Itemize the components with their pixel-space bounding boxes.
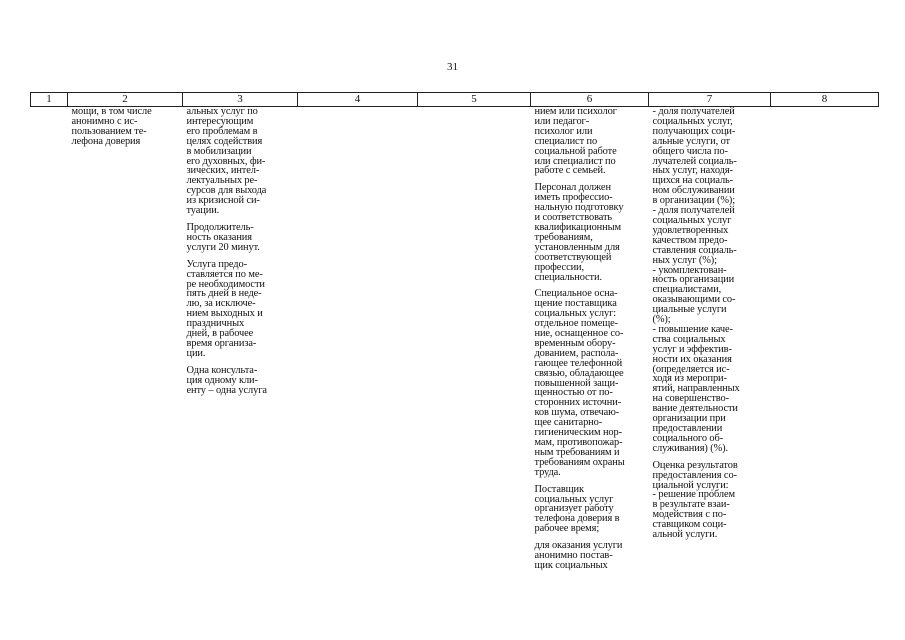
- cell-col-4: [298, 107, 418, 571]
- column-header-7: 7: [649, 93, 771, 107]
- column-header-4: 4: [298, 93, 418, 107]
- cell-col-7: [649, 107, 771, 571]
- cell-col-1: [31, 107, 68, 571]
- page-number: 31: [447, 61, 458, 73]
- service-unit-text: Одна консульта- ция одному кли- енту – одна услуга: [186, 364, 267, 396]
- table-row: [31, 107, 879, 571]
- cell-col-5: [418, 107, 531, 571]
- column-header-2: 2: [68, 93, 183, 107]
- column-header-1: 1: [31, 93, 68, 107]
- cell-col-3: [183, 107, 298, 571]
- column-header-3: 3: [183, 93, 298, 107]
- service-schedule-text: Услуга предо- ставляется по ме- ре необходимости пять дней в неде- лю, за исключе- нием выходных и праздничных дней, в рабочее время организа- ции.: [186, 258, 265, 359]
- quality-indicators-text: - доля получателей социальных услуг, получающих соци- альные услуги, от общего числа по- лучателей социаль- ных услуг, находя- щихся на социаль- ном обслуживании в организации (%); - доля получателей социальных услуг удовлетворенных качеством предо- ставления социаль- ных услуг (%); - укомплектован- ность организации специалистами, оказывающими со- циальные услуги (%); - повышение каче- ства социальных услуг и эффектив- ности их оказания (определяется ис- ходя из меропри- ятий, направленных на совершенство- вание деятельности организации при предоставлении социального об- служивания) (%).: [652, 106, 740, 454]
- column-header-8: 8: [771, 93, 879, 107]
- header-row: [31, 93, 879, 107]
- cell-col-2: [68, 107, 183, 571]
- cell-col-6: [531, 107, 649, 571]
- cell-col-8: [771, 107, 879, 571]
- service-duration-text: Продолжитель- ность оказания услуги 20 минут.: [186, 221, 260, 253]
- hotline-organization-text: Поставщик социальных услуг организует работу телефона доверия в рабочее время;: [534, 483, 620, 535]
- qualification-text: Персонал должен иметь профессио- нальную подготовку и соответствовать квалификационным требованиям, установленным для соответствующей профессии, специальности.: [534, 182, 624, 283]
- column-header-6: 6: [531, 93, 649, 107]
- results-evaluation-text: Оценка результатов предоставления со- циальной услуги: - решение проблем в результате взаи- модействия с по- ставщиком соци- альной услуги.: [652, 459, 738, 541]
- services-table: [30, 92, 879, 571]
- equipment-text: Специальное осна- щение поставщика социальных услуг: отдельное помеще- ние, оснащенное со- временным обору- дованием, распола- гающее телефонной связью, обладающее повышенной защи- щенностью от по- сторонних источни- ков шума, отвечаю- щее санитарно- гигиеническим нор- мам, противопожар- ным требованиям и требованиям охраны труда.: [534, 288, 625, 478]
- service-name-text: мощи, в том числе анонимно с ис- пользованием те- лефона доверия: [71, 106, 152, 147]
- column-header-5: 5: [418, 93, 531, 107]
- service-description-text: альных услуг по интересующим его проблемам в целях содействия в мобилизации его духовных, фи- зических, интел- лектуальных ре- сурсов для выхода из кризисной си- туации.: [186, 106, 267, 217]
- staff-text: нием или психолог или педагог- психолог или специалист по социальной работе или специалист по работе с семьей.: [534, 106, 617, 177]
- anonymous-service-text: для оказания услуги анонимно постав- щик социальных: [534, 540, 623, 571]
